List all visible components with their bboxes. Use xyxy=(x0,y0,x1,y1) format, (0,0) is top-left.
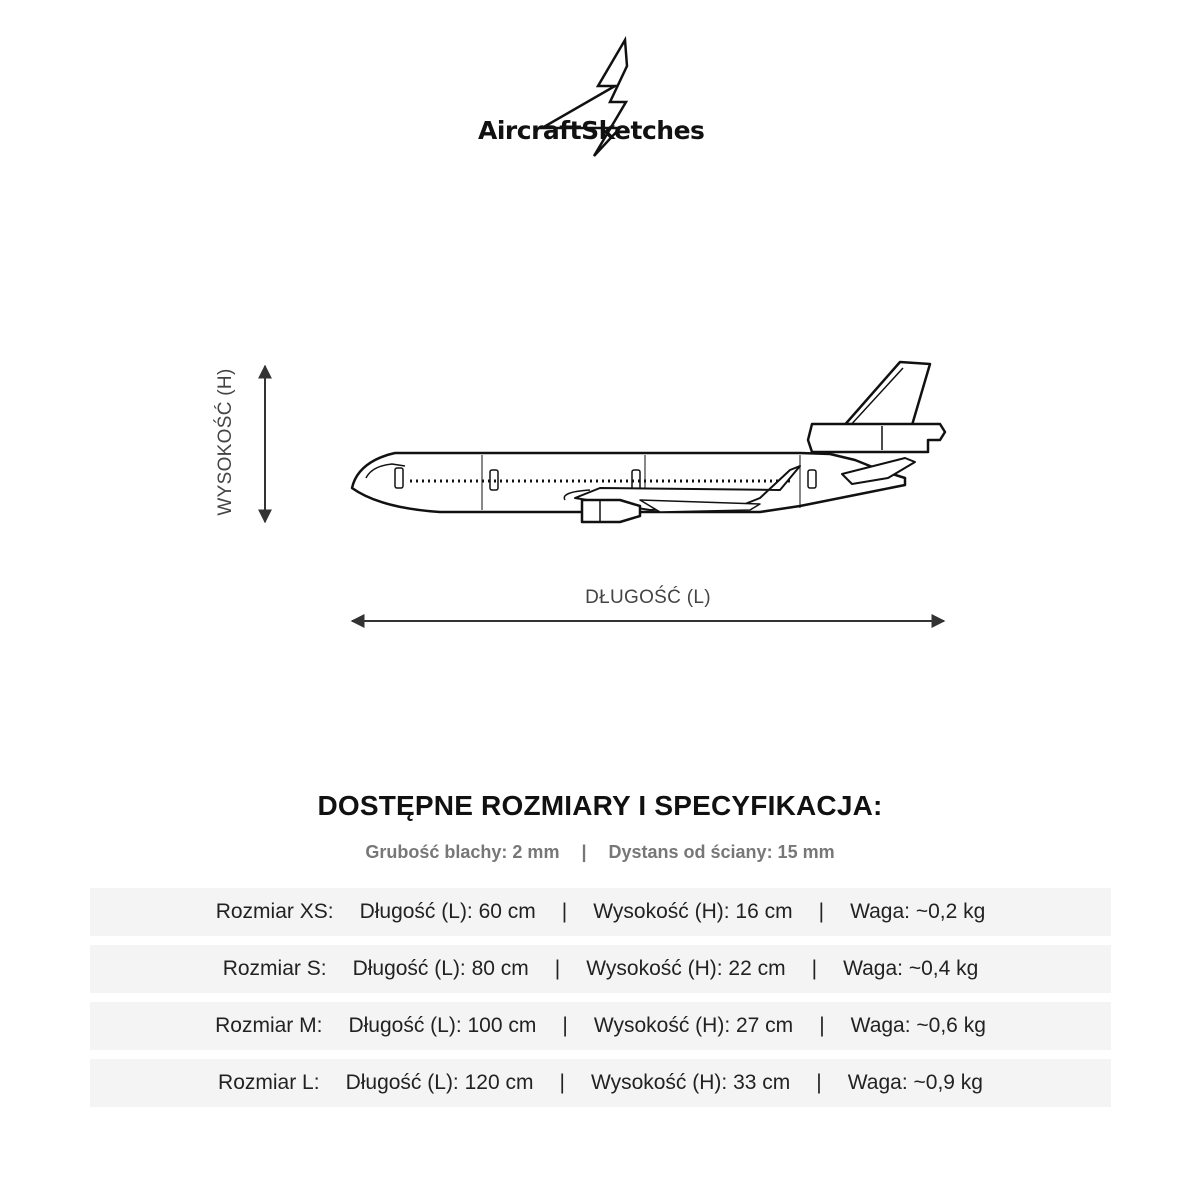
separator: | xyxy=(818,900,825,923)
size-weight: Waga: ~0,9 kg xyxy=(847,1071,983,1094)
size-name: Rozmiar XS: xyxy=(215,900,334,923)
separator: | xyxy=(562,1014,568,1037)
wall-distance: Dystans od ściany: 15 mm xyxy=(608,842,835,862)
size-name: Rozmiar M: xyxy=(215,1014,323,1037)
size-height: Wysokość (H): 27 cm xyxy=(593,1014,794,1037)
aircraft-silhouette xyxy=(352,362,945,522)
height-label: WYSOKOŚĆ (H) xyxy=(215,368,236,516)
size-height: Wysokość (H): 16 cm xyxy=(593,900,793,923)
specs-subtitle xyxy=(0,842,1200,863)
size-weight: Waga: ~0,2 kg xyxy=(850,900,986,923)
size-height: Wysokość (H): 33 cm xyxy=(590,1071,791,1094)
size-length: Długość (L): 100 cm xyxy=(348,1014,537,1037)
length-label: DŁUGOŚĆ (L) xyxy=(585,587,711,608)
separator: | xyxy=(581,842,587,862)
size-row xyxy=(90,1002,1111,1050)
size-name: Rozmiar S: xyxy=(222,957,327,980)
separator: | xyxy=(559,1071,565,1094)
size-row xyxy=(90,888,1111,936)
size-length: Długość (L): 60 cm xyxy=(359,900,536,923)
logo-wordmark: AircraftSketches xyxy=(478,116,705,145)
size-length: Długość (L): 80 cm xyxy=(352,957,529,980)
size-height: Wysokość (H): 22 cm xyxy=(586,957,786,980)
size-weight: Waga: ~0,4 kg xyxy=(843,957,979,980)
separator: | xyxy=(561,900,568,923)
size-name: Rozmiar L: xyxy=(218,1071,320,1094)
size-weight: Waga: ~0,6 kg xyxy=(850,1014,986,1037)
separator: | xyxy=(816,1071,822,1094)
specs-title: DOSTĘPNE ROZMIARY I SPECYFIKACJA: xyxy=(317,790,883,821)
separator: | xyxy=(811,957,818,980)
size-row xyxy=(90,1059,1111,1107)
sheet-thickness: Grubość blachy: 2 mm xyxy=(365,842,560,862)
size-length: Długość (L): 120 cm xyxy=(345,1071,534,1094)
separator: | xyxy=(554,957,561,980)
separator: | xyxy=(819,1014,825,1037)
size-row xyxy=(90,945,1111,993)
